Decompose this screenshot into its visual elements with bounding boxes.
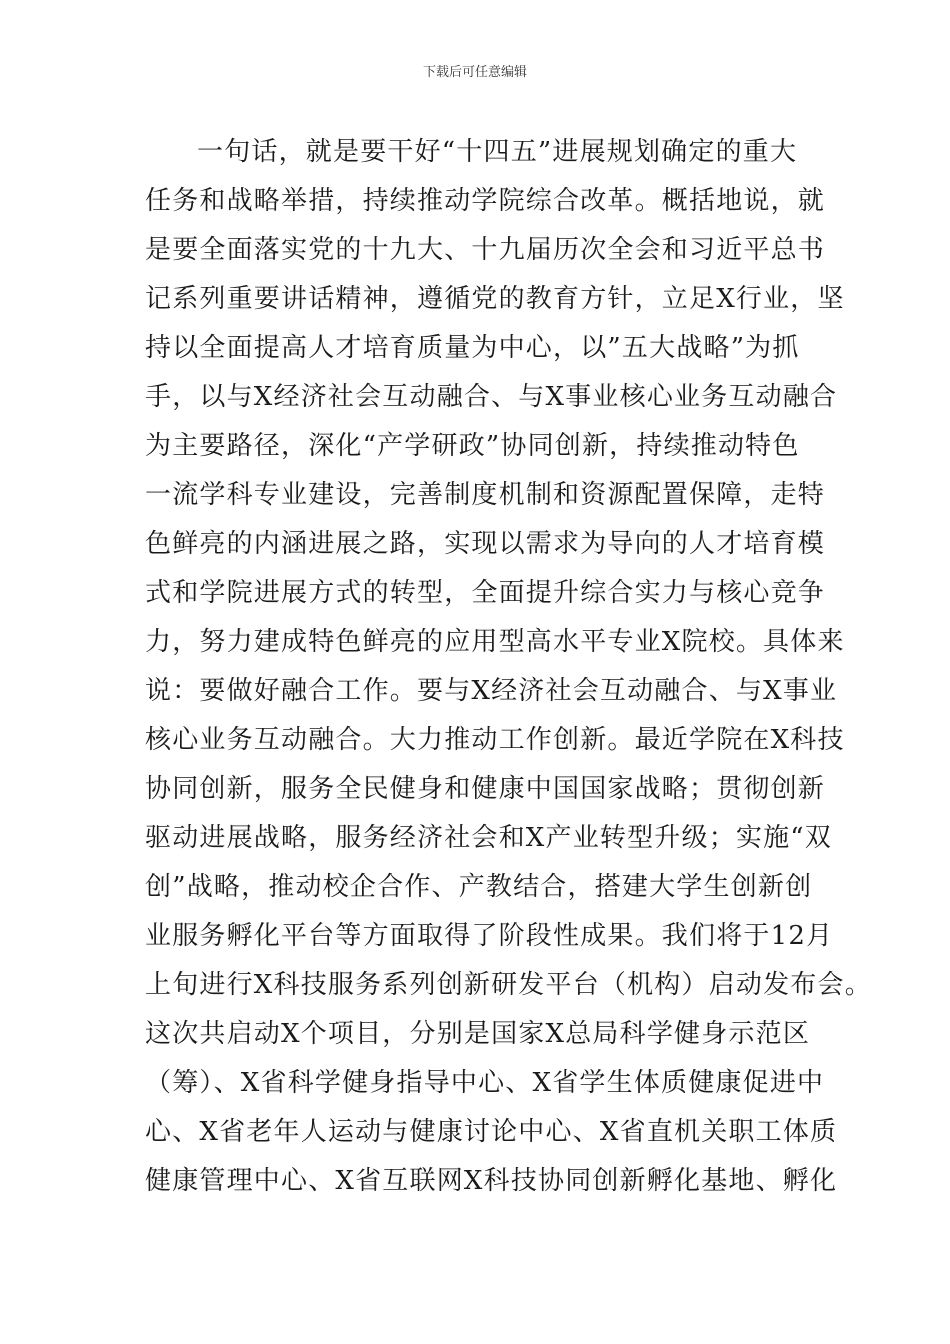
document-paragraph xyxy=(145,128,872,1206)
paragraph-line: 核心业务互动融合。大力推动工作创新。最近学院在X科技 xyxy=(145,725,845,755)
page-header: 下载后可任意编辑 xyxy=(422,65,527,80)
paragraph-line: 任务和战略举措，持续推动学院综合改革。概括地说，就 xyxy=(145,186,826,216)
paragraph-line: 上旬进行X科技服务系列创新研发平台（机构）启动发布会。 xyxy=(145,970,872,1000)
paragraph-line: 力，努力建成特色鲜亮的应用型高水平专业X院校。具体来 xyxy=(145,627,845,657)
paragraph-line: 协同创新，服务全民健身和健康中国国家战略；贯彻创新 xyxy=(145,774,826,804)
paragraph-line: 驱动进展战略，服务经济社会和X产业转型升级；实施“双 xyxy=(145,823,833,853)
paragraph-line: 一流学科专业建设，完善制度机制和资源配置保障，走特 xyxy=(145,480,826,510)
paragraph-line: 手，以与X经济社会互动融合、与X事业核心业务互动融合 xyxy=(145,382,838,412)
paragraph-line: 创”战略，推动校企合作、产教结合，搭建大学生创新创 xyxy=(145,872,813,902)
paragraph-line: 一句话，就是要干好“十四五”进展规划确定的重大 xyxy=(197,137,798,167)
paragraph-line: 式和学院进展方式的转型，全面提升综合实力与核心竞争 xyxy=(145,578,826,608)
paragraph-line: 为主要路径，深化“产学研政”协同创新，持续推动特色 xyxy=(145,431,800,461)
paragraph-line: 色鲜亮的内涵进展之路，实现以需求为导向的人才培育模 xyxy=(145,529,826,559)
paragraph-line: 记系列重要讲话精神，遵循党的教育方针，立足X行业，坚 xyxy=(145,284,845,314)
paragraph-line: 这次共启动X个项目，分别是国家X总局科学健身示范区 xyxy=(145,1019,811,1049)
paragraph-line: 持以全面提高人才培育质量为中心，以”五大战略”为抓 xyxy=(145,333,800,363)
paragraph-line: 是要全面落实党的十九大、十九届历次全会和习近平总书 xyxy=(145,235,826,265)
paragraph-line: 说：要做好融合工作。要与X经济社会互动融合、与X事业 xyxy=(145,676,838,706)
paragraph-line: （筹）、X省科学健身指导中心、X省学生体质健康促进中 xyxy=(145,1068,825,1098)
paragraph-line: 业服务孵化平台等方面取得了阶段性成果。我们将于12月 xyxy=(145,921,834,951)
paragraph-line: 心、X省老年人运动与健康讨论中心、X省直机关职工体质 xyxy=(145,1117,838,1147)
paragraph-line: 健康管理中心、X省互联网X科技协同创新孵化基地、孵化 xyxy=(145,1166,838,1196)
